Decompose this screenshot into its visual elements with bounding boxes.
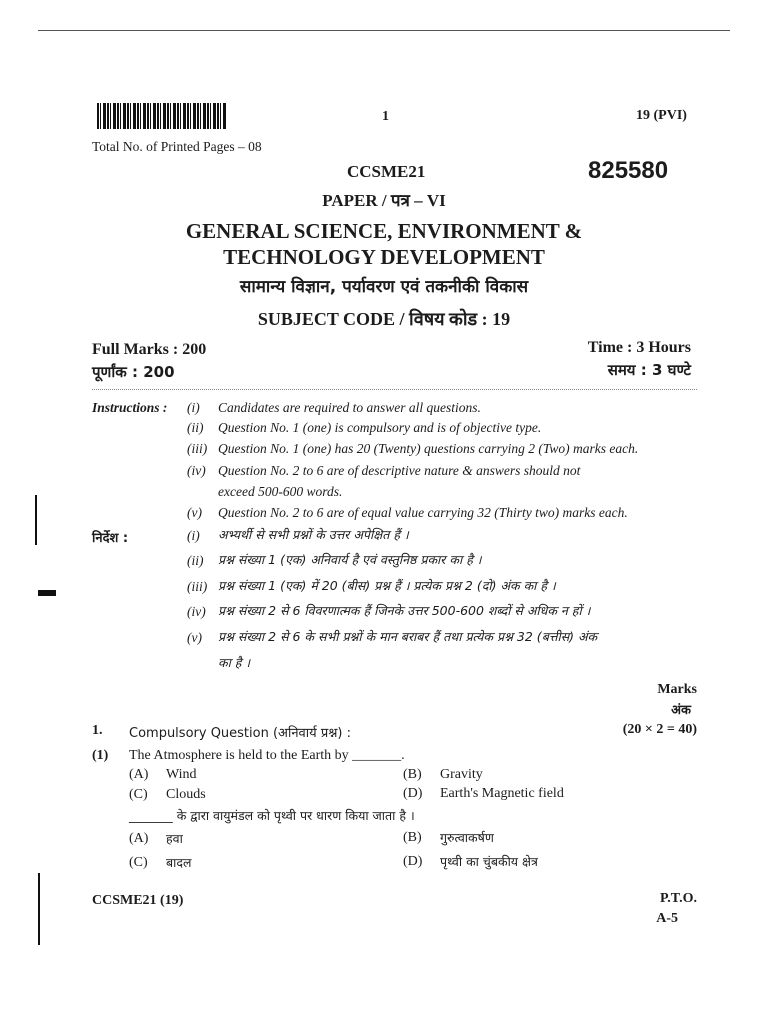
instruction-text-hindi: का है ।: [218, 655, 251, 670]
instruction-number: (i): [187, 400, 200, 415]
option-label: (A): [129, 767, 149, 782]
subject-code: SUBJECT CODE / विषय कोड : 19: [257, 309, 511, 329]
option-text: Earth's Magnetic field: [440, 786, 564, 801]
sub-question-text-hindi: _______ के द्वारा वायुमंडल को पृथ्वी पर धारण किया जाता है ।: [129, 808, 415, 823]
footer-pto: P.T.O.: [660, 891, 697, 906]
option-text-hindi: गुरुत्वाकर्षण: [440, 830, 494, 845]
instruction-number: (i): [187, 528, 200, 543]
question-marks: (20 × 2 = 40): [622, 722, 697, 737]
instruction-number: (v): [187, 505, 202, 520]
sub-question-text: The Atmosphere is held to the Earth by _______.: [129, 748, 405, 763]
question-text: Compulsory Question (अनिवार्य प्रश्न) :: [129, 726, 351, 741]
margin-mark: [38, 590, 56, 596]
instruction-text: Question No. 1 (one) is compulsory and is of objective type.: [218, 420, 542, 435]
instruction-text-hindi: प्रश्न संख्या 2 से 6 के सभी प्रश्नों के मान बराबर हैं तथा प्रत्येक प्रश्न 32 (बत्तीस) अंक: [218, 629, 598, 644]
marks-heading-hindi: अंक: [671, 703, 691, 718]
barcode-image: [97, 103, 227, 129]
option-text-hindi: बादल: [166, 855, 192, 870]
option-label: (C): [129, 787, 148, 802]
instruction-number: (iii): [187, 579, 208, 594]
sub-question-number: (1): [92, 748, 109, 763]
full-marks-hindi: पूर्णांक : 200: [92, 363, 175, 381]
instruction-text-hindi: अभ्यर्थी से सभी प्रश्नों के उत्तर अपेक्षित हैं ।: [218, 527, 409, 542]
option-label: (D): [403, 786, 423, 801]
instruction-text: Question No. 2 to 6 are of equal value carrying 32 (Thirty two) marks each.: [218, 505, 628, 520]
option-text-hindi: हवा: [166, 831, 183, 846]
divider: [92, 389, 697, 390]
total-pages: Total No. of Printed Pages – 08: [92, 139, 262, 154]
nirdesh-label: निर्देश :: [92, 531, 129, 546]
instruction-number: (iv): [187, 463, 206, 478]
instruction-text: exceed 500-600 words.: [218, 484, 343, 499]
instruction-text: Candidates are required to answer all questions.: [218, 400, 481, 415]
subject-title-line2: TECHNOLOGY DEVELOPMENT: [223, 245, 545, 269]
instruction-number: (iii): [187, 441, 208, 456]
option-text: Clouds: [166, 787, 206, 802]
top-rule: [38, 30, 730, 31]
question-number: 1.: [92, 723, 103, 738]
time-allowed: Time : 3 Hours: [587, 339, 691, 356]
serial-number: 825580: [588, 157, 669, 184]
instruction-text: Question No. 2 to 6 are of descriptive nature & answers should not: [218, 463, 581, 478]
margin-mark: [38, 873, 40, 945]
paper-title: PAPER / पत्र – VI: [322, 191, 446, 210]
subject-title-hindi: सामान्य विज्ञान, पर्यावरण एवं तकनीकी विकास: [239, 277, 529, 297]
instruction-text-hindi: प्रश्न संख्या 1 (एक) में 20 (बीस) प्रश्न हैं । प्रत्येक प्रश्न 2 (दो) अंक का है ।: [218, 578, 556, 593]
option-text-hindi: पृथ्वी का चुंबकीय क्षेत्र: [440, 854, 538, 869]
exam-code: CCSME21: [347, 162, 426, 181]
instruction-text: Question No. 1 (one) has 20 (Twenty) questions carrying 2 (Two) marks each.: [218, 441, 639, 456]
option-label: (A): [129, 831, 149, 846]
option-label: (B): [403, 830, 422, 845]
option-label: (B): [403, 767, 422, 782]
page-number: 1: [382, 109, 389, 124]
option-text: Wind: [166, 767, 197, 782]
margin-mark: [35, 495, 37, 545]
series-code: 19 (PVI): [636, 108, 687, 123]
instruction-number: (ii): [187, 553, 204, 568]
option-label: (D): [403, 854, 423, 869]
instruction-number: (ii): [187, 420, 204, 435]
footer-set: A-5: [656, 911, 678, 926]
marks-heading: Marks: [657, 682, 697, 697]
footer-code: CCSME21 (19): [92, 893, 184, 908]
instruction-number: (v): [187, 630, 202, 645]
instruction-text-hindi: प्रश्न संख्या 1 (एक) अनिवार्य है एवं वस्तुनिष्ठ प्रकार का है ।: [218, 552, 482, 567]
full-marks: Full Marks : 200: [92, 341, 207, 358]
time-allowed-hindi: समय : 3 घण्टे: [607, 361, 691, 379]
instructions-label: Instructions :: [92, 400, 168, 415]
subject-title-line1: GENERAL SCIENCE, ENVIRONMENT &: [185, 219, 583, 243]
option-label: (C): [129, 855, 148, 870]
option-text: Gravity: [440, 767, 483, 782]
instruction-text-hindi: प्रश्न संख्या 2 से 6 विवरणात्मक हैं जिनके उत्तर 500-600 शब्दों से अधिक न हों ।: [218, 603, 591, 618]
instruction-number: (iv): [187, 604, 206, 619]
